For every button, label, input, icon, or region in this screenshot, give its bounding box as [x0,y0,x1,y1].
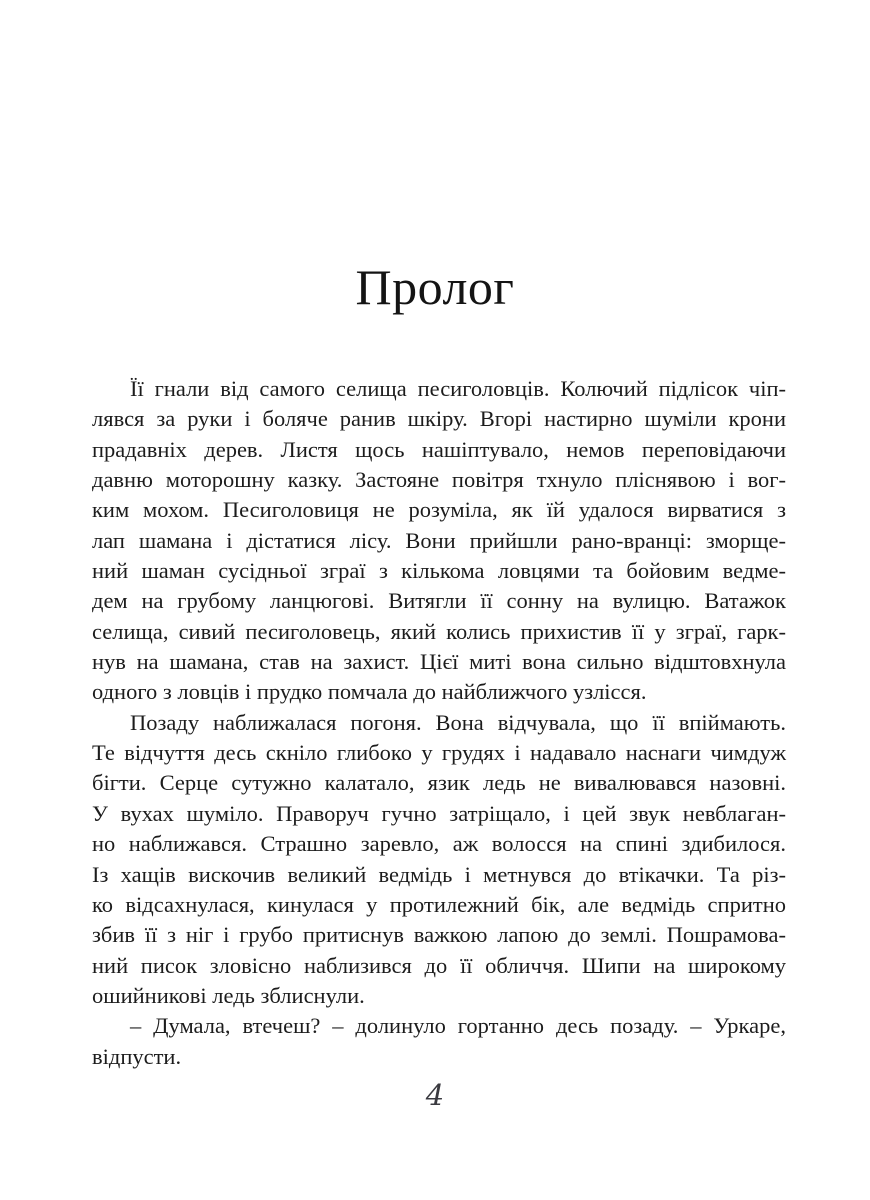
chapter-title: Пролог [355,259,515,315]
body-text [92,374,786,1072]
text-line: Із хащів вискочив великий ведмідь і метнувся до втікачки. Та різ- [92,861,786,887]
text-line: ошийникові ледь зблиснули. [92,982,365,1008]
text-line: ний шаман сусідньої зграї з кількома ловцями та бойовим ведме- [92,558,786,584]
paragraph-3-dialogue [92,1011,786,1072]
text-line: бігти. Серце сутужно калатало, язик ледь не вивалювався назовні. [92,770,786,796]
text-line: лап шамана і дістатися лісу. Вони прийшли рано-вранці: зморще- [92,527,786,553]
text-line: но наближався. Страшно заревло, аж волосся на спині здибилося. [92,831,786,857]
text-line: – Думала, втечеш? – долинуло гортанно десь позаду. – Уркаре, [130,1013,786,1039]
text-line: ний писок зловісно наблизився до її обличчя. Шипи на широкому [92,952,786,978]
text-line: селища, сивий песиголовець, який колись прихистив її у зграї, гарк- [92,618,786,644]
text-line: збив її з ніг і грубо притиснув важкою лапою до землі. Пошрамова- [92,922,786,948]
text-line: ко відсахнулася, кинулася у протилежний бік, але ведмідь спритно [92,891,786,917]
text-line: У вухах шуміло. Праворуч гучно затріщало, і цей звук невблаган- [92,800,786,826]
page-number: 4 [425,1078,445,1112]
text-line: відпусти. [92,1043,182,1069]
text-line: Те відчуття десь скніло глибоко у грудях і надавало наснаги чимдуж [92,740,786,766]
text-line: ким мохом. Песиголовиця не розуміла, як їй удалося вирватися з [92,497,786,523]
text-line: лявся за руки і боляче ранив шкіру. Вгорі настирно шуміли крони [92,406,786,432]
text-line: нув на шамана, став на захист. Цієї миті вона сильно відштовхнула [92,649,786,675]
text-line: Її гнали від самого селища песиголовців. Колючий підлісок чіп- [130,376,786,401]
text-line: Позаду наближалася погоня. Вона відчувала, що її впіймають. [130,709,786,735]
paragraph-1 [92,374,786,708]
text-line: дем на грубому ланцюгові. Витягли її сонну на вулицю. Ватажок [92,588,786,614]
paragraph-2 [92,708,786,1011]
text-line: одного з ловців і прудко помчала до найближчого узлісся. [92,679,647,705]
text-line: давню моторошну казку. Застояне повітря тхнуло пліснявою і вог- [92,467,786,493]
text-line: прадавніх дерев. Листя щось нашіптувало, немов переповідаючи [92,436,786,462]
